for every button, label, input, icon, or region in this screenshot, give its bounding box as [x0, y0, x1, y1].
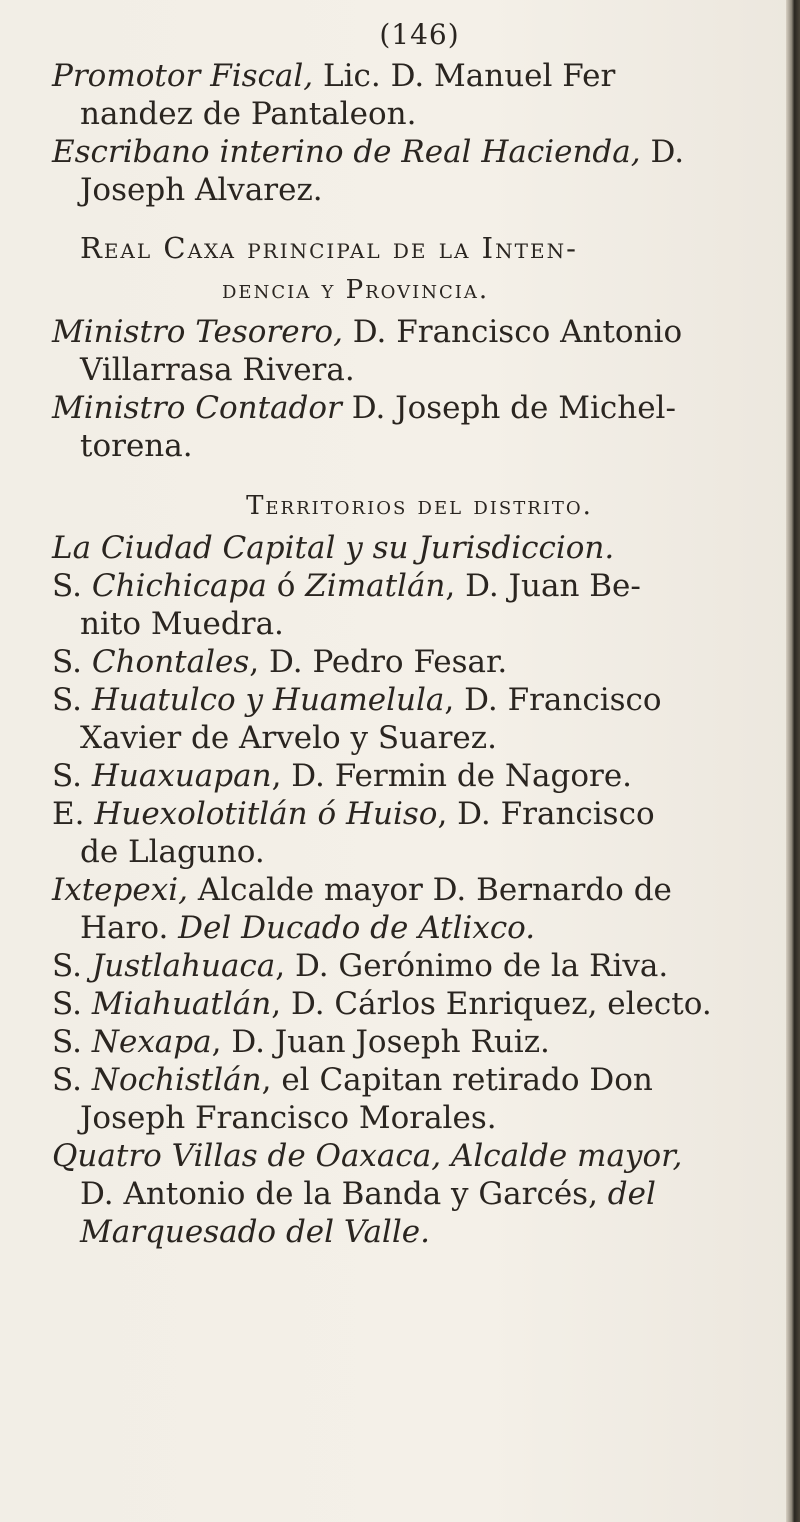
line-marquesado: Marquesado del Valle.: [80, 1214, 430, 1250]
line-nexapa: S. Nexapa, D. Juan Joseph Ruiz.: [52, 1024, 550, 1060]
line-huexolotitlan: E. Huexolotitlán ó Huiso, D. Francisco: [52, 796, 655, 832]
line-miahuatlan: S. Miahuatlán, D. Cárlos Enriquez, electo.: [52, 986, 712, 1022]
section-heading-real-caxa-cont: dencia y Provincia.: [222, 275, 490, 305]
line-chichicapa: S. Chichicapa ó Zimatlán, D. Juan Be-: [52, 568, 641, 604]
page-number: (146): [379, 18, 460, 51]
line-continuation: de Llaguno.: [80, 834, 265, 870]
line-promotor-fiscal: Promotor Fiscal, Lic. D. Manuel Fer: [52, 58, 616, 94]
line-continuation: Joseph Francisco Morales.: [80, 1100, 497, 1136]
line-continuation: nito Muedra.: [80, 606, 284, 642]
line-continuation: torena.: [80, 428, 193, 464]
line-huatulco: S. Huatulco y Huamelula, D. Francisco: [52, 682, 662, 718]
line-escribano: Escribano interino de Real Hacienda, D.: [52, 134, 685, 170]
line-quatro-villas: Quatro Villas de Oaxaca, Alcalde mayor,: [52, 1138, 683, 1174]
page-edge-shadow: [786, 0, 800, 1522]
section-heading-territorios: Territorios del distrito.: [246, 491, 593, 521]
office-title: Ministro Contador: [52, 390, 342, 426]
line-continuation: Joseph Alvarez.: [80, 172, 323, 208]
line-ixtepexi: Ixtepexi, Alcalde mayor D. Bernardo de: [52, 872, 672, 908]
line-ciudad-capital: La Ciudad Capital y su Jurisdiccion.: [52, 530, 615, 566]
office-title: Promotor Fiscal,: [52, 58, 314, 94]
line-nochistlan: S. Nochistlán, el Capitan retirado Don: [52, 1062, 653, 1098]
line-haro-atlixco: Haro. Del Ducado de Atlixco.: [80, 910, 536, 946]
office-title: Escribano interino de Real Hacienda,: [52, 134, 641, 170]
line-continuation: nandez de Pantaleon.: [80, 96, 417, 132]
line-continuation: D. Antonio de la Banda y Garcés, del: [80, 1176, 656, 1212]
line-ministro-contador: Ministro Contador D. Joseph de Michel-: [52, 390, 676, 426]
line-chontales: S. Chontales, D. Pedro Fesar.: [52, 644, 508, 680]
section-heading-real-caxa: Real Caxa principal de la Inten-: [80, 231, 578, 265]
line-ministro-tesorero: Ministro Tesorero, D. Francisco Antonio: [52, 314, 683, 350]
line-huaxuapan: S. Huaxuapan, D. Fermin de Nagore.: [52, 758, 633, 794]
office-title: Ministro Tesorero,: [52, 314, 343, 350]
line-continuation: Xavier de Arvelo y Suarez.: [80, 720, 497, 756]
line-continuation: Villarrasa Rivera.: [80, 352, 355, 388]
line-justlahuaca: S. Justlahuaca, D. Gerónimo de la Riva.: [52, 948, 669, 984]
